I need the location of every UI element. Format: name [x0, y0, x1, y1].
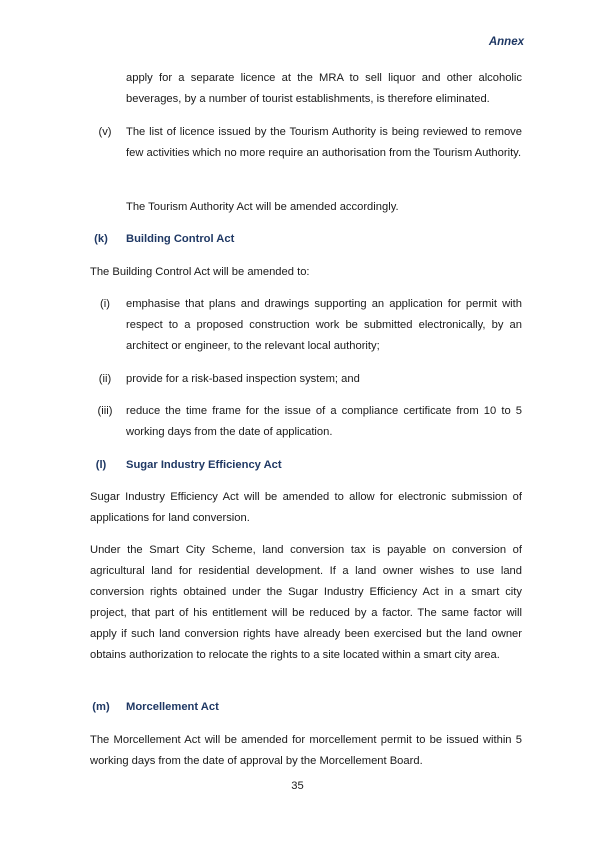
- section-l-number: (l): [95, 459, 107, 471]
- list-item-number: (v): [98, 126, 112, 138]
- section-k-number: (k): [94, 233, 108, 245]
- section-l-paragraph-2: Under the Smart City Scheme, land conversion tax is payable on conversion of agricultural land for residential development. If a land owner wishes to use land conversion rights obtained under the Sugar Industry Efficiency Act in a smart city project, that part of his entitlement will be reduced by a factor. The same factor will apply if such land conversion rights have already been exercised but the land owner obtains authorization to relocate the rights to a site located within a smart city area.: [90, 544, 522, 661]
- tourism-amendment-note: The Tourism Authority Act will be amended accordingly.: [126, 201, 399, 213]
- section-l-paragraph-1: Sugar Industry Efficiency Act will be amended to allow for electronic submission of applications for land conversion.: [90, 491, 522, 524]
- list-item-text: reduce the time frame for the issue of a compliance certificate from 10 to 5 working days from the date of application.: [126, 405, 522, 438]
- section-m-title: Morcellement Act: [126, 701, 219, 713]
- list-item-text: The list of licence issued by the Tourism Authority is being reviewed to remove few activities which no more require an authorisation from the Tourism Authority.: [126, 126, 522, 159]
- continued-paragraph: apply for a separate licence at the MRA to sell liquor and other alcoholic beverages, by a number of tourist establishments, is therefore eliminated.: [126, 72, 522, 105]
- list-item-number: (i): [100, 298, 110, 310]
- page-number: 35: [291, 780, 304, 792]
- section-m-paragraph: The Morcellement Act will be amended for morcellement permit to be issued within 5 working days from the date of approval by the Morcellement Board.: [90, 734, 522, 767]
- section-l-title: Sugar Industry Efficiency Act: [126, 459, 282, 471]
- section-k-title: Building Control Act: [126, 233, 235, 245]
- section-k-intro: The Building Control Act will be amended to:: [90, 266, 310, 278]
- list-item-text: provide for a risk-based inspection system; and: [126, 373, 360, 385]
- annex-header: Annex: [488, 36, 524, 48]
- list-item-number: (iii): [97, 405, 113, 417]
- section-m-number: (m): [92, 701, 110, 713]
- list-item-text: emphasise that plans and drawings supporting an application for permit with respect to a proposed construction work be submitted electronically, by an architect or engineer, to the relevant local authority;: [126, 298, 522, 352]
- list-item-number: (ii): [98, 373, 112, 385]
